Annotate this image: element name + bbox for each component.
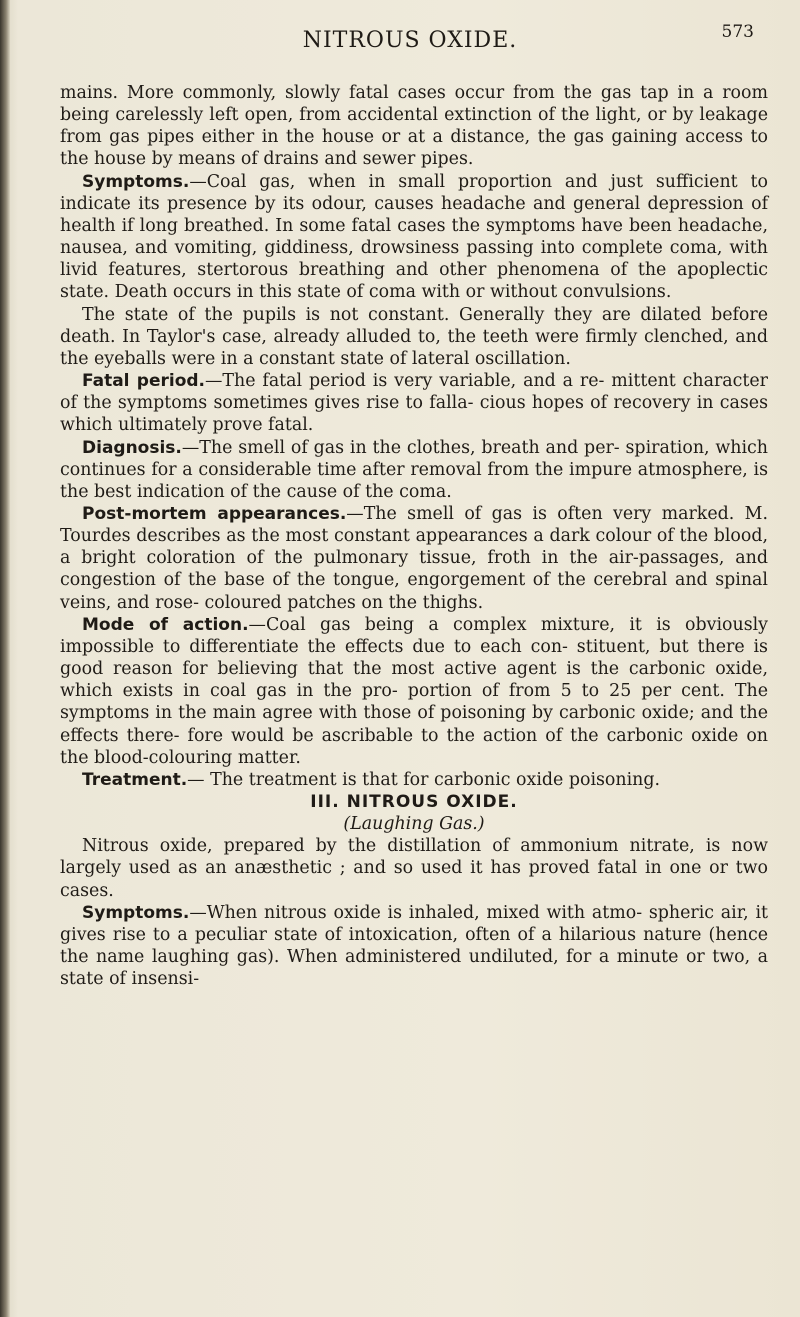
paragraph-heading: Treatment. (82, 769, 188, 790)
paragraph (60, 304, 768, 370)
paragraph (60, 370, 768, 436)
paragraph (60, 902, 768, 991)
paragraph (60, 769, 768, 791)
paragraph-heading: Post-mortem appearances. (82, 503, 347, 524)
paragraph-heading: Symptoms. (82, 902, 190, 923)
paragraph-heading: Fatal period. (82, 371, 206, 392)
section-title: III. NITROUS OXIDE. (310, 792, 518, 812)
paragraph-heading: Symptoms. (82, 171, 190, 192)
paragraph (60, 614, 768, 769)
paragraph-text: Nitrous oxide, prepared by the distillation of ammonium nitrate, is now largely used as an anæsthetic ; and so used it has proved fatal in one or two cases. (60, 836, 768, 901)
paragraph-text: —Coal gas being a complex mixture, it is obviously impossible to differentiate the effects due to each con- stituent, but there is good reason for believing that the most active agent is the carbonic oxide, which exists in coal gas in the pro- portion of from 5 to 25 per cent. The symptoms in the main agree with those of poisoning by carbonic oxide; and the effects there- fore would be ascribable to the action of the carbonic oxide on the blood-colouring matter. (60, 614, 769, 768)
running-head: NITROUS OXIDE. (302, 28, 518, 53)
paragraph-text: —Coal gas, when in small proportion and just sufficient to indicate its presence by its odour, causes headache and general depression of health if long breathed. In some fatal cases the symptoms have been headache, nausea, and vomiting, giddiness, drowsiness passing into complete coma, with livid features, stertorous breathing and other phenomena of the apoplectic state. Death occurs in this state of coma with or without convulsions. (60, 171, 768, 303)
paragraph-text: —The fatal period is very variable, and a re- mittent character of the symptoms sometimes gives rise to falla- cious hopes of recovery in cases which ultimately prove fatal. (60, 371, 768, 436)
paragraph (60, 835, 768, 901)
paragraph-text: The state of the pupils is not constant. Generally they are dilated before death. In Taylor's case, already alluded to, the teeth were firmly clenched, and the eyeballs were in a constant state of lateral oscillation. (60, 304, 768, 369)
page-number: 573 (721, 22, 754, 42)
body-text (60, 82, 768, 990)
paragraph (60, 82, 768, 171)
section-subtitle: (Laughing Gas.) (343, 814, 485, 835)
paragraph-text: mains. More commonly, slowly fatal cases occur from the gas tap in a room being carelessly left open, from accidental extinction of the light, or by leakage from gas pipes either in the house or at a distance, the gas gaining access to the house by means of drains and sewer pipes. (60, 83, 768, 170)
paragraph (60, 437, 768, 503)
paragraph (60, 503, 768, 614)
paragraph-text: — The treatment is that for carbonic oxide poisoning. (187, 769, 661, 790)
paragraph-text: —The smell of gas is often very marked. M. Tourdes describes as the most constant appearances a dark colour of the blood, a bright coloration of the pulmonary tissue, froth in the air-passages, and congestion of the base of the tongue, engorgement of the cerebral and spinal veins, and rose- coloured patches on the thighs. (60, 503, 768, 613)
paragraph-heading: Mode of action. (82, 614, 249, 635)
paragraph-heading: Diagnosis. (82, 437, 182, 458)
page-header (60, 22, 760, 64)
paragraph-text: —The smell of gas in the clothes, breath and per- spiration, which continues for a considerable time after removal from the impure atmosphere, is the best indication of the cause of the coma. (60, 437, 768, 502)
paragraph (60, 171, 768, 304)
page-spine-shadow (0, 0, 10, 1317)
paragraph-text: —When nitrous oxide is inhaled, mixed with atmo- spheric air, it gives rise to a peculiar state of intoxication, often of a hilarious nature (hence the name laughing gas). When administered undiluted, for a minute or two, a state of insensi- (60, 902, 768, 990)
